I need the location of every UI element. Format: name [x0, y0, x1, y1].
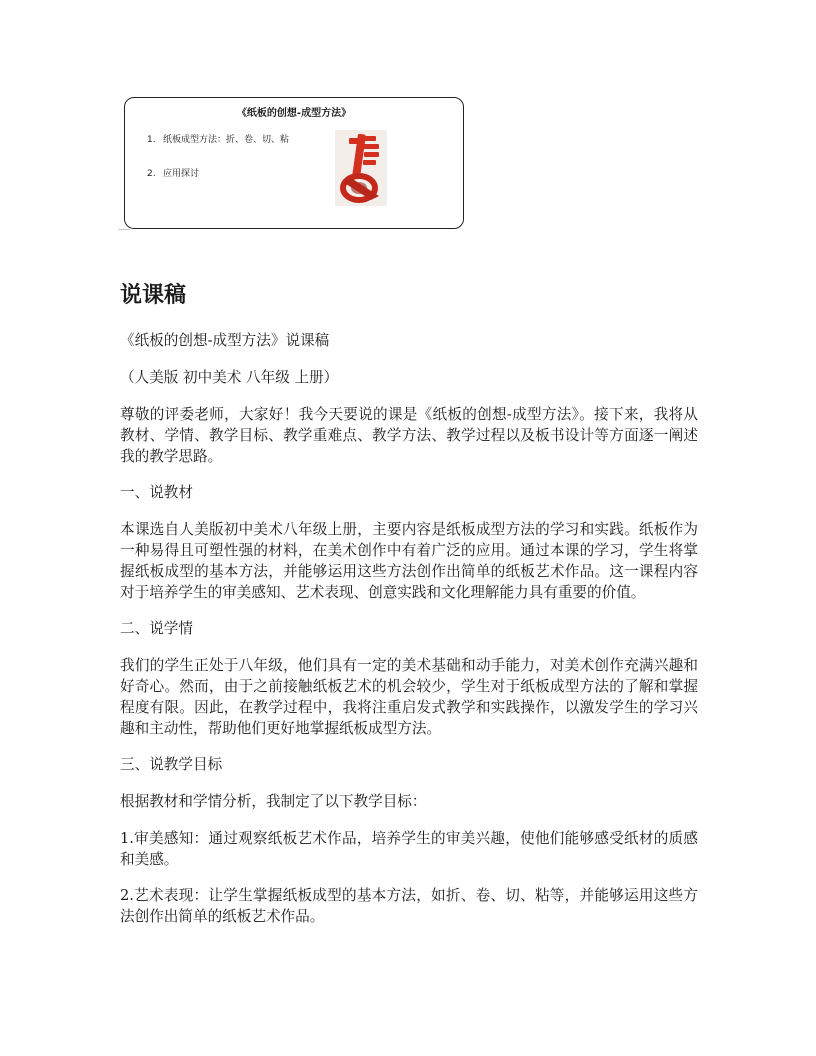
- divider: [118, 229, 130, 230]
- paragraph: 根据教材和学情分析，我制定了以下教学目标：: [120, 793, 427, 810]
- paragraph: 我们的学生正处于八年级，他们具有一定的美术基础和动手能力，对美术创作充满兴趣和好奇心。然而，由于之前接触纸板艺术的机会较少，学生对于纸板成型方法的了解和掌握程度有限。因此，在教学过程中，我将注重启发式教学和实践操作，以激发学生的学习兴趣和主动性，帮助他们更好地掌握纸板成型方法。: [120, 657, 698, 737]
- slide-thumbnail: [124, 97, 464, 229]
- slide-item-number: 2.: [147, 169, 156, 179]
- paragraph: 本课选自人美版初中美术八年级上册，主要内容是纸板成型方法的学习和实践。纸板作为一种易得且可塑性强的材料，在美术创作中有着广泛的应用。通过本课的学习，学生将掌握纸板成型的基本方法，并能够运用这些方法创作出简单的纸板艺术作品。这一课程内容对于培养学生的审美感知、艺术表现、创意实践和文化理解能力具有重要的价值。: [120, 521, 698, 601]
- slide-item-text: 应用探讨: [163, 169, 200, 179]
- section-heading: 一、说教材: [120, 484, 193, 501]
- section-heading: 二、说学情: [120, 620, 193, 637]
- section-heading: 三、说教学目标: [120, 756, 223, 773]
- slide-list-item: [147, 166, 289, 200]
- red-cardboard-sculpture-image: [335, 130, 387, 206]
- page-heading: 说课稿: [120, 283, 187, 308]
- slide-title: 《纸板的创想-成型方法》: [236, 108, 352, 119]
- slide-list: [147, 132, 289, 200]
- edition-line: （人美版 初中美术 八年级 上册）: [120, 369, 339, 386]
- slide-item-text: 纸板成型方法：折、卷、切、粘: [163, 135, 290, 145]
- document-body: [120, 330, 698, 942]
- intro-paragraph: 尊敬的评委老师，大家好！我今天要说的课是《纸板的创想-成型方法》。接下来，我将从教材、学情、教学目标、教学重难点、教学方法、教学过程以及板书设计等方面逐一阐述我的教学思路。: [120, 406, 698, 465]
- slide-list-item: [147, 132, 289, 166]
- document-title: 《纸板的创想-成型方法》说课稿: [120, 332, 330, 349]
- list-item: 1.审美感知：通过观察纸板艺术作品，培养学生的审美兴趣，使他们能够感受纸材的质感和美感。: [120, 830, 698, 868]
- slide-item-number: 1.: [147, 135, 156, 145]
- list-item: 2.艺术表现：让学生掌握纸板成型的基本方法，如折、卷、切、粘等，并能够运用这些方法创作出简单的纸板艺术作品。: [120, 887, 698, 925]
